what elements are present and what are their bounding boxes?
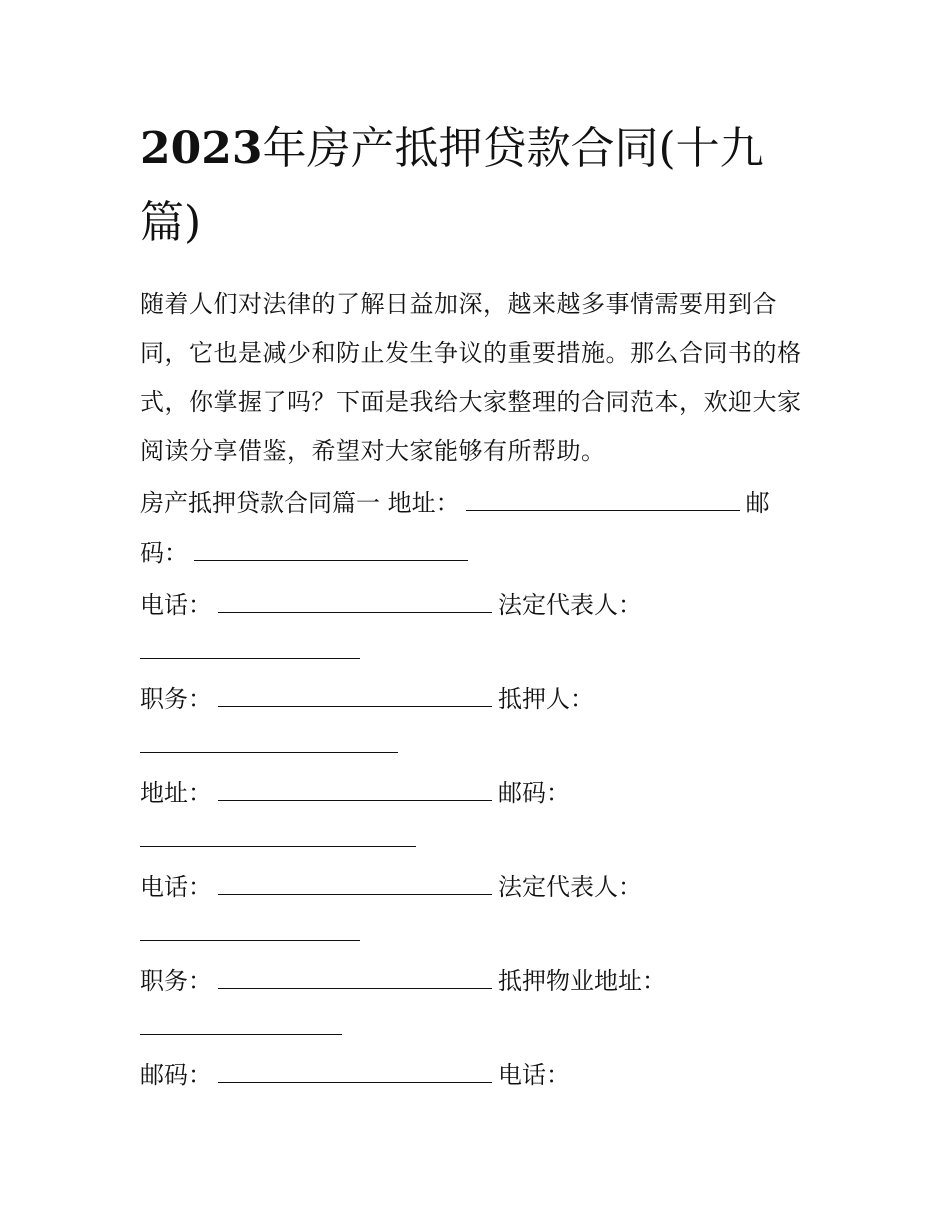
postcode-blank-3[interactable] (218, 1060, 492, 1083)
position-label-2: 职务： (140, 967, 212, 995)
legal-rep-blank[interactable] (140, 636, 360, 659)
form-line-9 (140, 872, 642, 902)
mortgagor-blank[interactable] (140, 730, 398, 753)
title-year: 2023 (140, 123, 263, 174)
form-line-4 (140, 636, 366, 666)
form-line-12 (140, 1012, 348, 1042)
position-blank-2[interactable] (218, 966, 492, 989)
intro-paragraph: 随着人们对法律的了解日益加深，越来越多事情需要用到合同，它也是减少和防止发生争议的重要措施。那么合同书的格式，你掌握了吗？下面是我给大家整理的合同范本，欢迎大家阅读分享借鉴，希望对大家能够有所帮助。 (140, 290, 802, 465)
form-line-13 (140, 1060, 570, 1090)
postcode-label-start: 邮 (745, 489, 770, 517)
position-label: 职务： (140, 685, 212, 713)
phone-label-2: 电话： (140, 873, 212, 901)
phone-label-3: 电话： (498, 1061, 570, 1089)
phone-blank-2[interactable] (218, 872, 492, 895)
address-blank-2[interactable] (218, 778, 492, 801)
position-blank[interactable] (218, 684, 492, 707)
postcode-label-end: 码： (140, 539, 188, 567)
address-blank[interactable] (466, 488, 740, 511)
phone-label: 电话： (140, 591, 212, 619)
mortgagor-label: 抵押人： (498, 685, 594, 713)
form-line-1 (140, 488, 770, 518)
form-line-10 (140, 918, 366, 948)
address-label-2: 地址： (140, 779, 212, 807)
form-line-3 (140, 590, 642, 620)
form-line-7 (140, 778, 570, 808)
phone-blank[interactable] (218, 590, 492, 613)
property-address-label: 抵押物业地址： (498, 967, 666, 995)
postcode-label-3: 邮码： (140, 1061, 212, 1089)
form-line-8 (140, 824, 422, 854)
form-line-11 (140, 966, 666, 996)
title-text: 年房产抵押贷款合同(十九篇) (140, 123, 764, 248)
postcode-blank-2[interactable] (140, 824, 416, 847)
legal-rep-blank-2[interactable] (140, 918, 360, 941)
postcode-label-2: 邮码： (498, 779, 570, 807)
party-address-label: 房产抵押贷款合同篇一 地址： (140, 489, 460, 517)
legal-rep-label-2: 法定代表人： (498, 873, 642, 901)
property-address-blank[interactable] (140, 1012, 342, 1035)
document-title (140, 112, 820, 260)
form-line-6 (140, 730, 404, 760)
legal-rep-label: 法定代表人： (498, 591, 642, 619)
form-line-2 (140, 538, 474, 568)
postcode-blank[interactable] (194, 538, 468, 561)
form-line-5 (140, 684, 594, 714)
